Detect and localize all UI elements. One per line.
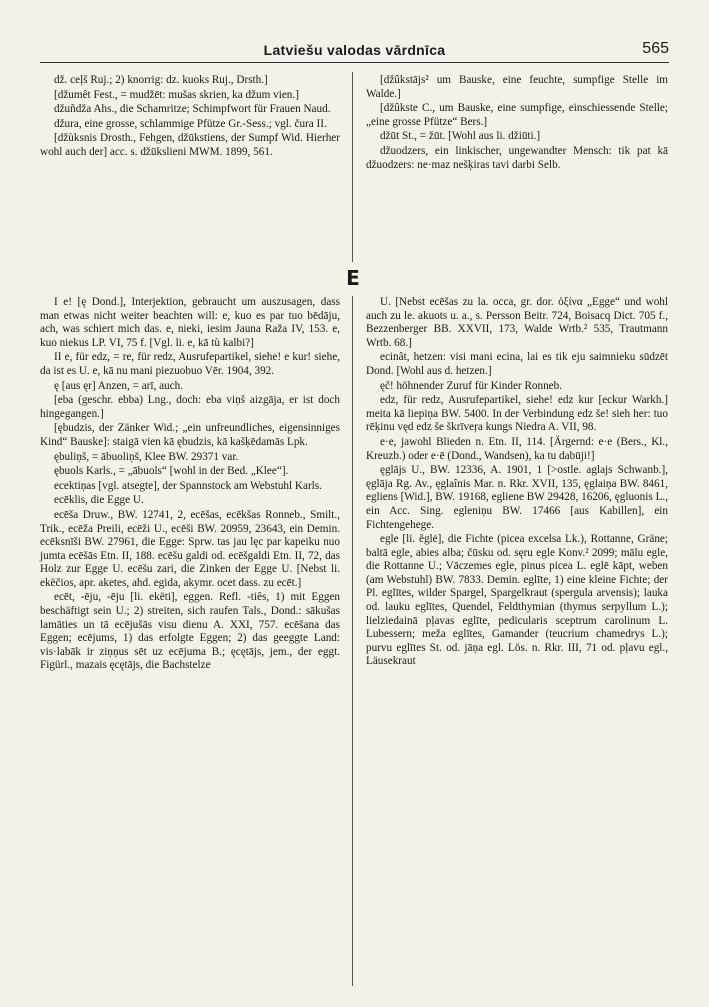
entry: ecēša Druw., BW. 12741, 2, ecēšas, ecēkšas Ronneb., Smilt., Trik., ecēža Preili, ecēži U., ecēši BW. 20959, 23643, ein Demin. ecēksnīši BW. 27961, die Egge: Sprw. tas jau lęc par kapeiku nuo jumta ecēšās Etn. II, 188. ecēšu galdi od. ecēšgaldi Etn. II, 72, das Holz zur Egge U. ecēšu zari, die Zinken der Egge U. [Nebst li. ekëčios, apr. aketes, ahd. egida, akymr. ocet dass. zu ecēt.] — [40, 508, 340, 589]
running-title: Latviešu valodas vārdnīca — [263, 42, 446, 58]
entry: [eba (geschr. ebba) Lng., doch: eba viņš aizgāja, er ist doch hingegangen.] — [40, 394, 340, 420]
entry: džūt St., = žūt. [Wohl aus li. džiūti.] — [380, 130, 541, 143]
entry: e·e, jawohl Blieden n. Etn. II, 114. [Ärgernd: e·e (Bers., Kl., Kreuzb.) oder e·ē (Dond., Wandsen), ka tu dabūji!] — [366, 435, 668, 462]
entry: [džumêt Fest., = mudžēt: mušas skrien, ka džum vien.] — [54, 88, 299, 101]
column-divider — [352, 72, 353, 262]
entry: [džùksnis Drosth., Fehgen, džūkstiens, der Sumpf Wid. Hierher wohl auch der] acc. s. džūkslieni MWM. 1899, 561. — [40, 132, 340, 158]
entry: I e! [ę Dond.], Interjektion, gebraucht um auszusagen, dass man etwas nicht weiter beachten will: e, kuo es par tuo bēdāju, ach, was schiert mich das. e, nieki, iesim Jauna Raža IV, 153. e, kuo niekus LP. VI, 75 f. [Vgl. li. e, kā tù kalbi?] — [40, 296, 340, 349]
column-bottom-right — [366, 296, 668, 670]
entry: dž. ceļš Ruj.; 2) knorrig: dz. kuoks Ruj., Drsth.] — [54, 74, 268, 86]
column-top-right — [366, 74, 668, 173]
entry: ecēt, -ēju, -ēju [li. ekëti], eggen. Refl. -tiês, 1) mit Eggen beschäftigt sein U.; 2) streiten, sich raufen Tals., Dond.: sākušas lamāties un tā ecējušās visu dienu A. XXI, 757. ecēšana das Eggen; ecējums, 1) das erfolgte Eggen; 2) das geeggte Land: vis·labāk ir ziņņus sēt uz ecējuma B.; ęcętājs, jem., der eggt. Figürl., mazais ęcętājs, die Bachstelze — [40, 591, 340, 672]
entry: ecektiņas [vgl. atsegte], der Spannstock am Webstuhl Karls. — [54, 479, 322, 492]
entry: ę [aus ęr] Anzen, = arī, auch. — [54, 379, 183, 392]
column-divider — [352, 296, 353, 986]
entry: [džûkste C., um Bauske, eine sumpfige, einschiessende Stelle; „eine grosse Pfütze“ Bers.] — [366, 102, 668, 128]
entry: U. [Nebst ecēšas zu la. occa, gr. dor. ὀξίνα „Egge“ und wohl auch zu le. akuots u. a., s. Persson Beitr. 724, Boisacq Dict. 705 f., Bezzenberger BB. XXVII, 173, Walde Wrtb.² 535, Trautmann Wrtb. 68.] — [366, 296, 668, 349]
entry: ęglājs U., BW. 12336, A. 1901, 1 [>ostle. aglajs Schwanb.], ęglāja Rg. Av., ęglaînis Mar. n. Rkr. XVII, 135, ęglaiņa BW. 8461, egliens [Wid.], BW. 19168, egliene BW 29428, 16206, ęgluonis L., ein Acc. Sing. egleniņu BW. 17466 [aus Kabillen], ein Fichtengehege. — [366, 464, 668, 531]
page-header — [40, 40, 669, 63]
page-number: 565 — [642, 40, 669, 57]
entry: II e, für edz, = re, für redz, Ausrufepartikel, siehe! e kur! siehe, da ist es U. e, kā nu mani piezuobuo Vēr. 1904, 392. — [40, 351, 340, 377]
entry: egle [li. ẽglė], die Fichte (picea excelsa Lk.), Rottanne, Gräne; baltā egle, abies alba; čūsku od. sęru egle Konv.² 2099; mālu egle, die Rottanne U.; Vāczemes egle, pinus picea L. eglē kāpt, weben (am Webstuhl) BW. 7833. Demin. eglīte, 1) eine kleine Fichte; der Pl. eglītes, wilder Spargel, Spargelkraut (spergula arvensis); lauka od. lauku eglītes, Quendel, Feldthymian (thymus serpyllum L.); lielziedainā pļavas eglīte, pedicularis sceptrum carolinum L. Lubessern; meža eglītes, Gamander (teucrium chamedrys L.); purvu eglītes St. od. jāņa egl. Lös. n. Rkr. III, 71 od. pļavu egl., Läusekraut — [366, 533, 668, 668]
entry: džura, eine grosse, schlammige Pfütze Gr.-Sess.; vgl. čura II. — [54, 117, 327, 130]
entry: ecēklis, die Egge U. — [54, 494, 144, 507]
entry: džuodzers, ein linkischer, ungewandter Mensch: tik pat kā džuodzers: ne·maz nešķiras tavi darbi Selb. — [366, 144, 668, 171]
entry: [džûkstājs² um Bauske, eine feuchte, sumpfige Stelle im Walde.] — [366, 74, 668, 100]
entry: ecinât, hetzen: visi mani ecina, lai es tik eju saimnieku sūdzēt Dond. [Wohl aus d. hetzen.] — [366, 351, 668, 377]
column-bottom-left — [40, 296, 340, 674]
entry: edz, für redz, Ausrufepartikel, siehe! edz kur [eckur Warkh.] meita kā liepiņa BW. 5400. In der Verbindung edz še! sieh her: tuo rēķinu vęd edz še škrīveŗa kungs Niedra A. VII, 98. — [366, 394, 668, 434]
entry: [ębudzis, der Zänker Wid.; „ein unfreundliches, eigensinniges Kind“ Bauske]: staigā vien kā ębudzis, kā kašķēdamās Lpk. — [40, 422, 340, 448]
entry: džuñdža Ahs., die Schamritze; Schimpfwort für Frauen Naud. — [54, 103, 331, 116]
section-letter: E — [346, 266, 360, 290]
column-top-left — [40, 74, 340, 161]
entry: ębuols Karls., = „ābuols“ [wohl in der Bed. „Klee“]. — [54, 465, 289, 478]
entry: ębuliņš, = ābuoliņš, Klee BW. 29371 var. — [54, 450, 239, 463]
entry: ęč! höhnender Zuruf für Kinder Ronneb. — [380, 379, 563, 392]
